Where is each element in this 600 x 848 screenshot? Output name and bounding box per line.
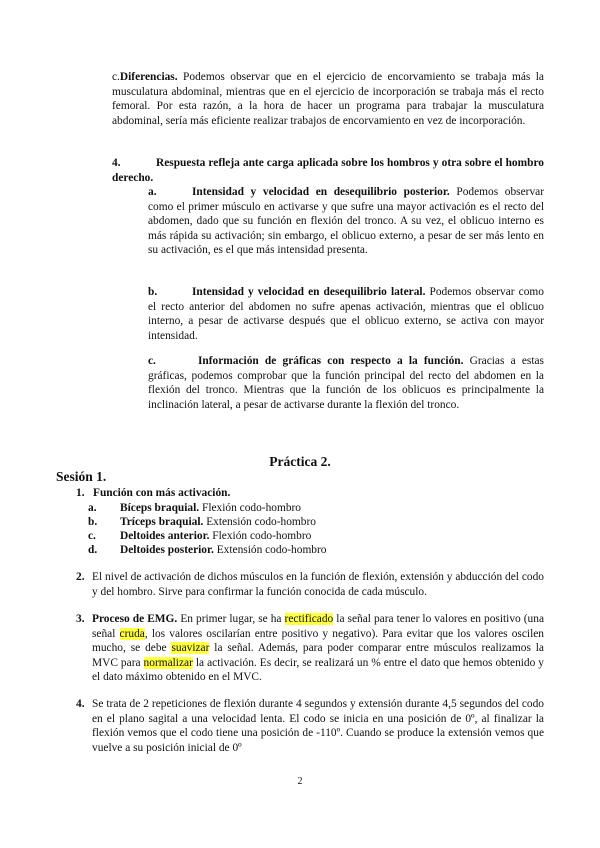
q3-title: Proceso de EMG.	[92, 613, 178, 625]
item4-heading	[112, 156, 544, 185]
item4b-title: Intensidad y velocidad en desequilibrio lateral.	[192, 286, 426, 298]
q1-item-marker: a.	[88, 502, 97, 514]
q3-text-4: la señal. Además, para poder comparar entre músculos realizamos la MVC para	[92, 642, 544, 669]
item4a-title: Intensidad y velocidad en desequilibrio posterior.	[192, 186, 450, 198]
q2-number: 2.	[76, 571, 85, 583]
q1-item-muscle: Bíceps braquial.	[120, 502, 200, 514]
page-number: 2	[297, 776, 303, 787]
item4b-paragraph	[148, 285, 544, 343]
q3-text-2: la señal para tener lo valores en positivo (una señal	[92, 613, 544, 640]
q3-highlight-cruda: cruda	[119, 627, 145, 640]
diferencias-paragraph	[112, 70, 544, 128]
q3-highlight-rectificado: rectificado	[284, 613, 334, 625]
q3-text-5: la activación. Es decir, se realizará un % entre el dato que hemos obtenido y el dato máximo obtenido en el MVC.	[92, 656, 545, 684]
diferencias-marker: c.	[112, 71, 120, 83]
q4-number: 4.	[76, 698, 85, 710]
q3-text-1: En primer lugar, se ha	[180, 613, 282, 625]
item4-number: 4.	[112, 157, 121, 169]
q1-item-d	[88, 543, 327, 558]
q1-item-a	[88, 501, 301, 516]
item4b-text: Podemos observar como el recto anterior del abdomen no sufre apenas activación, mientras que el oblicuo interno, a pesar de activarse después que el oblicuo externo, se activa con mayor intensidad.	[148, 286, 544, 342]
item4-title: Respuesta refleja ante carga aplicada sobre los hombros y otra sobre el hombro derecho.	[112, 157, 544, 184]
practica-title: Práctica 2.	[269, 454, 331, 469]
q3-number: 3.	[76, 613, 85, 625]
q1-item-action: Flexión codo-hombro	[201, 502, 302, 514]
diferencias-text: Podemos observar que en el ejercicio de encorvamiento se trabaja más la musculatura abdominal, mientras que en el ejercicio de incorporación se trabaja más el recto femoral. Por esta razón, a la hora de hacer un programa para trabajar la musculatura abdominal, sería más eficiente realizar trabajos de encorvamiento en vez de incorporación.	[112, 71, 544, 127]
item4a-marker: a.	[148, 186, 157, 198]
q1-item-marker: b.	[88, 516, 98, 528]
item4a-paragraph	[148, 185, 544, 258]
q1-item-action: Extensión codo-hombro	[206, 516, 316, 528]
q1-item-marker: c.	[88, 530, 96, 542]
q1-item-action: Extensión codo-hombro	[216, 544, 327, 556]
q3-highlight-suavizar: suavizar	[171, 642, 210, 655]
session-title: Sesión 1.	[56, 469, 107, 484]
q3-paragraph	[92, 612, 544, 685]
q1-item-action: Flexión codo-hombro	[212, 530, 312, 542]
q1-item-muscle: Deltoides posterior.	[120, 544, 214, 556]
q1-item-marker: d.	[88, 544, 98, 556]
q1-title: Función con más activación.	[93, 487, 231, 499]
item4b-marker: b.	[148, 286, 158, 298]
item4a-text: Podemos observar como el primer músculo en activarse y que sufre una mayor activación es el recto del abdomen, dado que su función en flexión del tronco. A su vez, el oblicuo interno es más rápida su activación; sin embargo, el oblicuo externo, a pesar de ser más lento en su activación, es el que más intensidad presenta.	[148, 186, 544, 257]
diferencias-title: Diferencias.	[119, 71, 178, 83]
q1-item-muscle: Tríceps braquial.	[120, 516, 204, 528]
item4c-title: Información de gráficas con respecto a la función.	[198, 355, 464, 367]
q1-heading	[76, 486, 230, 501]
item4c-marker: c.	[148, 355, 156, 367]
q4-paragraph: Se trata de 2 repeticiones de flexión durante 4 segundos y extensión durante 4,5 segundos del codo en el plano sagital a una velocidad lenta. El codo se inicia en una posición de 0º, al finalizar la flexión vemos que el codo tiene una posición de -110º. Cuando se produce la extensión vemos que vuelve a su posición inicial de 0º	[92, 698, 544, 754]
q2-paragraph: El nivel de activación de dichos músculos en la función de flexión, extensión y abducción del codo y del hombro. Sirve para confirmar la función conocida de cada músculo.	[92, 571, 544, 598]
q1-item-muscle: Deltoides anterior.	[120, 530, 210, 542]
q3-text-3: , los valores oscilarían entre positivo y negativo). Para evitar que los valores oscilen mucho, se debe	[92, 627, 544, 655]
item4c-text: Gracias a estas gráficas, podemos comprobar que la función principal del recto del abdomen en la flexión del tronco. Mientras que la función de los oblicuos es principalmente la inclinación lateral, a pesar de activarse durante la flexión del tronco.	[148, 355, 544, 411]
item4c-paragraph	[148, 354, 544, 412]
q1-number: 1.	[76, 487, 85, 499]
q1-item-c	[88, 529, 311, 544]
q1-item-b	[88, 515, 316, 530]
q3-highlight-normalizar: normalizar	[143, 656, 193, 669]
